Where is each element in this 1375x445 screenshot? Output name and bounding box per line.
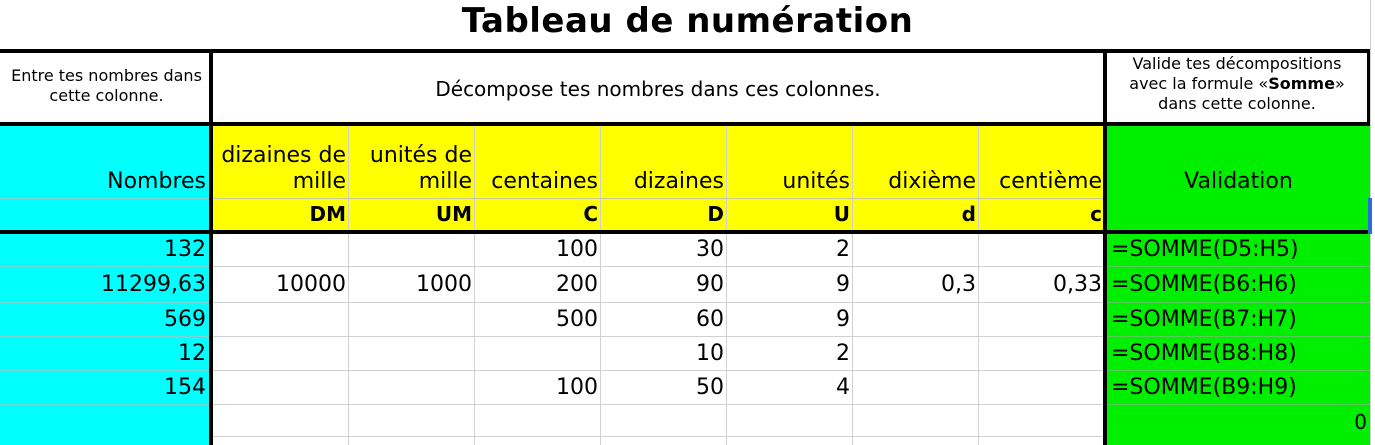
header-dizaines-de-mille-2: mille — [292, 169, 346, 194]
header-centaines: centaines — [491, 169, 598, 194]
abbr-dm: DM — [309, 202, 346, 226]
cell-u[interactable]: 2 — [836, 237, 850, 262]
header-dizaines-de-mille: dizaines de — [221, 143, 346, 168]
cell-nombre[interactable]: 132 — [164, 237, 206, 262]
cell-formula[interactable]: =SOMME(B9:H9) — [1111, 375, 1297, 400]
abbr-centieme: c — [1090, 202, 1102, 226]
instruction-left: Entre tes nombres dans cette colonne. — [11, 66, 202, 105]
instruction-right: Valide tes décompositions avec la formule «Somme» dans cette colonne. — [1129, 54, 1345, 113]
cell-formula[interactable]: =SOMME(B6:H6) — [1111, 272, 1297, 297]
abbr-um: UM — [435, 202, 472, 226]
cell-um[interactable]: 1000 — [416, 272, 472, 297]
header-unites: unités — [782, 169, 850, 194]
cell-u[interactable]: 4 — [836, 375, 850, 400]
cell-c[interactable]: 200 — [556, 272, 598, 297]
cell-nombre[interactable]: 154 — [164, 375, 206, 400]
cell-u[interactable]: 2 — [836, 341, 850, 366]
cell-nombre[interactable]: 11299,63 — [101, 272, 206, 297]
header-validation: Validation — [1184, 169, 1293, 194]
cell-u[interactable]: 9 — [836, 272, 850, 297]
header-dizaines: dizaines — [633, 169, 724, 194]
cell-nombre[interactable]: 569 — [164, 307, 206, 332]
instruction-middle: Décompose tes nombres dans ces colonnes. — [435, 77, 881, 101]
cell-validation-total[interactable]: 0 — [1354, 410, 1367, 434]
cell-dixieme[interactable]: 0,3 — [941, 272, 976, 297]
cell-u[interactable]: 9 — [836, 307, 850, 332]
cell-centieme[interactable]: 0,33 — [1053, 272, 1102, 297]
cell-c[interactable]: 100 — [556, 375, 598, 400]
sheet-title: Tableau de numération — [461, 1, 914, 41]
abbr-c: C — [583, 202, 598, 226]
abbr-u: U — [833, 202, 850, 226]
cell-formula[interactable]: =SOMME(D5:H5) — [1111, 237, 1299, 262]
header-unites-de-mille: unités de — [369, 143, 472, 168]
cell-d[interactable]: 60 — [696, 307, 724, 332]
cell-formula[interactable]: =SOMME(B8:H8) — [1111, 341, 1297, 366]
cell-formula[interactable]: =SOMME(B7:H7) — [1111, 307, 1297, 332]
cell-d[interactable]: 10 — [696, 341, 724, 366]
cell-nombre[interactable]: 12 — [178, 341, 206, 366]
header-unites-de-mille-2: mille — [418, 169, 472, 194]
header-nombres: Nombres — [107, 169, 206, 194]
cell-d[interactable]: 30 — [696, 237, 724, 262]
abbr-dixieme: d — [961, 202, 976, 226]
header-centieme: centième — [999, 169, 1102, 194]
header-dixieme: dixième — [888, 169, 976, 194]
abbr-d: D — [707, 202, 724, 226]
cell-c[interactable]: 100 — [556, 237, 598, 262]
cell-d[interactable]: 90 — [696, 272, 724, 297]
cell-d[interactable]: 50 — [696, 375, 724, 400]
cell-c[interactable]: 500 — [556, 307, 598, 332]
cell-dm[interactable]: 10000 — [276, 272, 346, 297]
